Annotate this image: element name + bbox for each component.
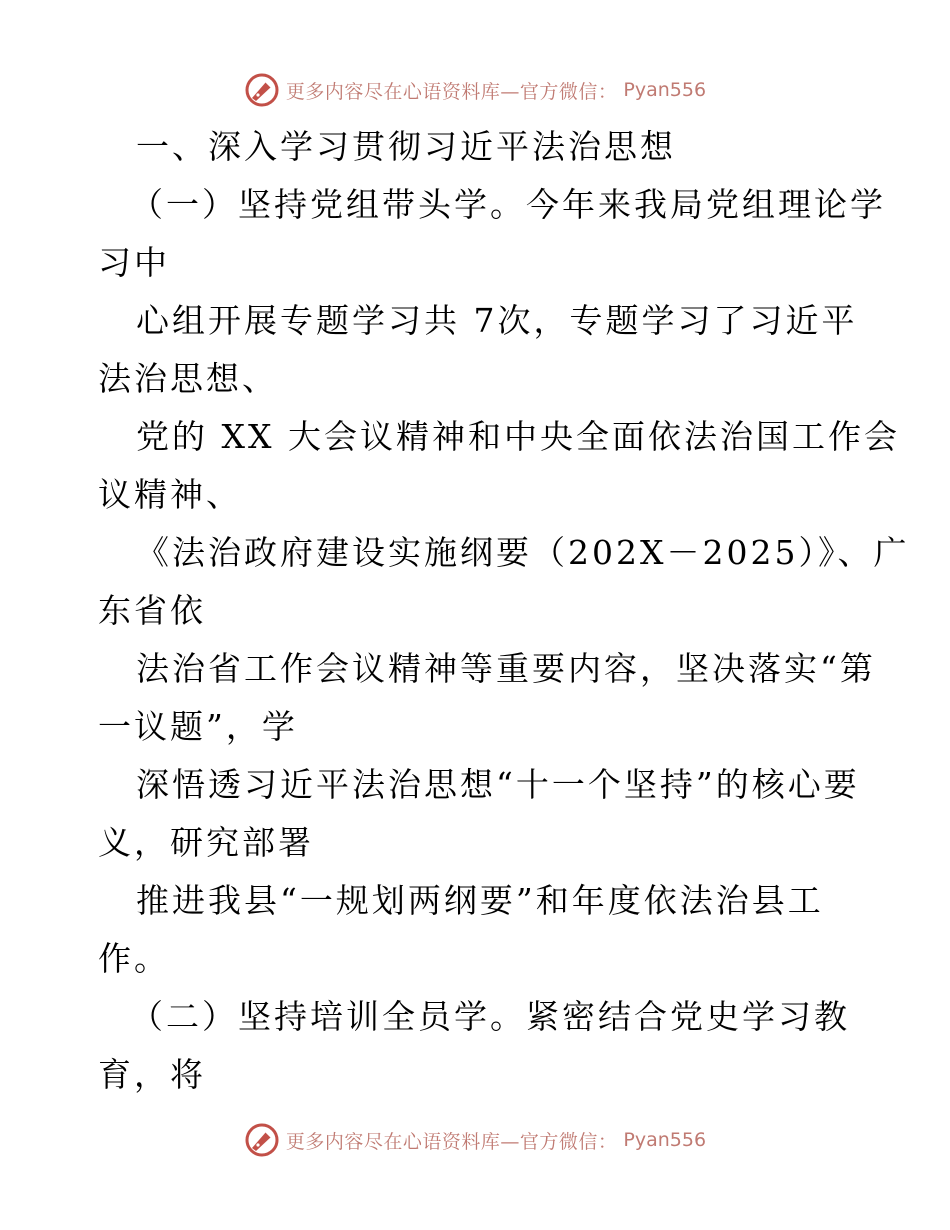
paragraph-line: 深悟透习近平法治思想“十一个坚持”的核心要 xyxy=(136,765,860,804)
paragraph-line: 东省依 xyxy=(98,591,206,630)
section-heading: 一、深入学习贯彻习近平法治思想 xyxy=(136,127,676,166)
paragraph-line: 推进我县“一规划两纲要”和年度依法治县工 xyxy=(136,881,824,920)
pen-nib-logo-icon xyxy=(244,1122,280,1158)
watermark-contact: Pyan556 xyxy=(623,79,707,101)
paragraph-line: 议精神、 xyxy=(98,475,242,514)
paragraph-line: 育，将 xyxy=(98,1055,206,1094)
header-watermark-banner xyxy=(0,68,950,112)
watermark-text: 更多内容尽在心语资料库—官方微信： xyxy=(285,80,618,103)
watermark-text: 更多内容尽在心语资料库—官方微信： xyxy=(285,1130,618,1153)
footer-watermark-banner xyxy=(0,1118,950,1162)
paragraph-line: 心组开展专题学习共 7次，专题学习了习近平 xyxy=(136,301,858,340)
paragraph-line: （一）坚持党组带头学。今年来我局党组理论学 xyxy=(130,185,886,224)
paragraph-line: 作。 xyxy=(98,939,170,978)
paragraph-line: 习中 xyxy=(98,243,170,282)
paragraph-line: 法治思想、 xyxy=(98,359,278,398)
watermark-contact: Pyan556 xyxy=(623,1129,707,1151)
paragraph-line: （二）坚持培训全员学。紧密结合党史学习教 xyxy=(130,997,850,1036)
paragraph-line: 《法治政府建设实施纲要（202X－2025）》、广 xyxy=(136,533,910,572)
paragraph-line: 义，研究部署 xyxy=(98,823,314,862)
pen-nib-logo-icon xyxy=(244,72,280,108)
paragraph-line: 党的 XX 大会议精神和中央全面依法治国工作会 xyxy=(136,417,900,456)
paragraph-line: 一议题”，学 xyxy=(98,707,298,746)
paragraph-line: 法治省工作会议精神等重要内容，坚决落实“第 xyxy=(136,649,876,688)
